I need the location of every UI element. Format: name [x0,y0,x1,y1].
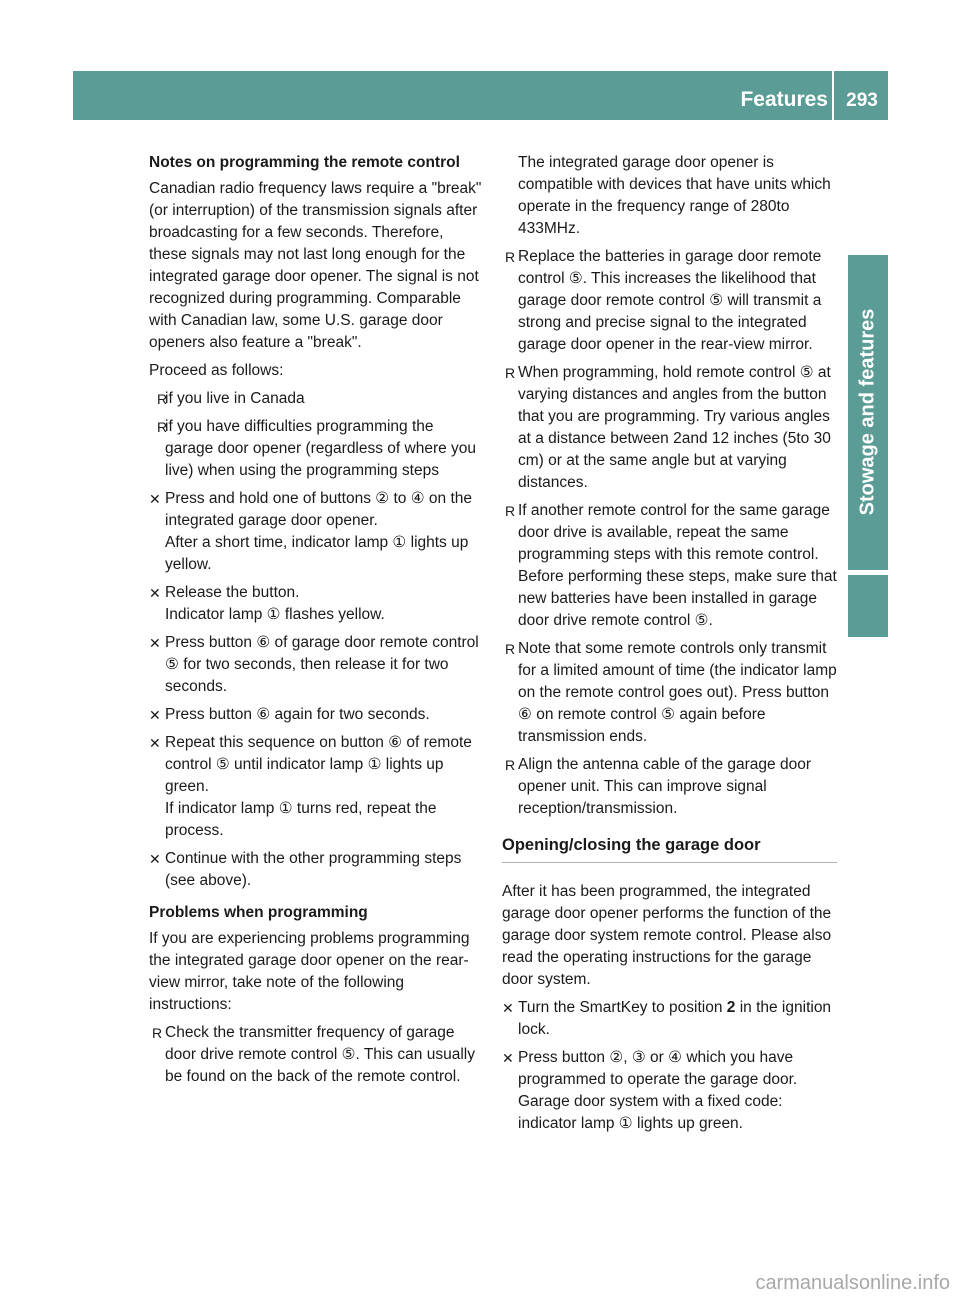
step-item [149,582,484,626]
left-column [149,152,484,1094]
step-arrow-icon: ✕ [149,735,161,751]
side-tab-label: Stowage and features [856,308,879,516]
step-result: Garage door system with a fixed code: indicator lamp ① lights up green. [518,1093,783,1132]
step-result: Indicator lamp ① flashes yellow. [165,606,385,623]
step-result: After a short time, indicator lamp ① lights up yellow. [165,534,469,573]
tip-text: If another remote control for the same garage door drive is available, repeat the same programming steps with this remote control. Before performing these steps, make sure that new batteries have been installed in garage door drive remote control ⑤. [518,502,837,629]
bullet-marker: R [505,757,516,773]
tip-text: Align the antenna cable of the garage door opener unit. This can improve signal reception/transmission. [518,756,812,817]
step-item [149,848,484,892]
step-arrow-icon: ✕ [149,707,161,723]
header-divider [832,71,834,120]
step-position-value: 2 [726,999,736,1016]
watermark: carmanualsonline.info [755,1272,950,1294]
tip-text: When programming, hold remote control ⑤ at varying distances and angles from the button that you are programming. Try various angles at a distance between 2and 12 inches (5to 30 cm) or at the same angle but at varying distances. [518,364,831,491]
tip-item [502,754,837,820]
step-text: Continue with the other programming steps (see above). [165,850,462,889]
step-arrow-icon: ✕ [149,585,161,601]
tip-item [502,638,837,748]
problems-heading: Problems when programming [149,904,368,921]
bullet-marker: R [505,365,516,381]
tip-continuation: The integrated garage door opener is compatible with devices that have units which operate in the frequency range of 280to 433MHz. [518,154,831,237]
step-item [502,1047,837,1135]
step-arrow-icon: ✕ [502,1050,514,1066]
section-title: Features [740,88,828,111]
page-number: 293 [846,90,878,111]
problems-paragraph: If you are experiencing problems programming the integrated garage door opener on the rear-view mirror, take note of the following instructions: [149,930,470,1013]
condition-text: if you have difficulties programming the garage door opener (regardless of where you live) when using the programming steps [165,418,477,479]
step-item [149,632,484,698]
tip-item [502,246,837,356]
bullet-marker: R [157,391,168,407]
condition-item [149,416,484,482]
bullet-marker: R [157,419,168,435]
side-tab-marker [848,575,888,637]
tip-text: Replace the batteries in garage door remote control ⑤. This increases the likelihood that garage door remote control ⑤ will transmit a strong and precise signal to the integrated garage door opener in the rear-view mirror. [518,248,822,353]
step-arrow-icon: ✕ [149,851,161,867]
section-paragraph: After it has been programmed, the integrated garage door opener performs the function of the garage door system remote control. Please also read the operating instructions for the garage door system. [502,883,832,988]
condition-text: if you live in Canada [165,390,305,407]
step-item [149,704,484,726]
step-text-post: in the ignition lock. [518,999,832,1038]
step-text: Press button ⑥ again for two seconds. [165,706,430,723]
step-arrow-icon: ✕ [502,1000,514,1016]
notes-heading: Notes on programming the remote control [149,154,460,171]
step-item [502,997,837,1041]
step-arrow-icon: ✕ [149,491,161,507]
tip-text: Note that some remote controls only transmit for a limited amount of time (the indicator lamp on the remote control goes out). Press button ⑥ on remote control ⑤ again before transmission ends. [518,640,837,745]
step-text: Press and hold one of buttons ② to ④ on the integrated garage door opener. [165,490,472,529]
step-text: Release the button. [165,584,300,601]
step-item [149,488,484,576]
bullet-marker: R [505,503,516,519]
right-column [502,152,837,1141]
tip-item [502,362,837,494]
tip-text: Check the transmitter frequency of garage door drive remote control ⑤. This can usually be found on the back of the remote control. [165,1024,475,1085]
step-text-pre: Turn the SmartKey to position [518,999,727,1016]
step-text: Press button ②, ③ or ④ which you have programmed to operate the garage door. [518,1049,798,1088]
tip-item [149,1022,484,1088]
step-result: If indicator lamp ① turns red, repeat the process. [165,800,437,839]
bullet-marker: R [152,1025,163,1041]
section-heading: Opening/closing the garage door [502,834,837,863]
step-text: Repeat this sequence on button ⑥ of remote control ⑤ until indicator lamp ① lights up green. [165,734,472,795]
step-item [149,732,484,842]
condition-item [149,388,484,410]
notes-paragraph: Canadian radio frequency laws require a "break" (or interruption) of the transmission signals after broadcasting for a few seconds. Therefore, these signals may not last long enough for the integrated garage door opener. The signal is not recognized during programming. Comparable with Canadian law, some U.S. garage door openers also feature a "break". [149,180,482,351]
proceed-text: Proceed as follows: [149,362,284,379]
tip-item [502,500,837,632]
bullet-marker: R [505,641,516,657]
step-text: Press button ⑥ of garage door remote control ⑤ for two seconds, then release it for two seconds. [165,634,479,695]
step-arrow-icon: ✕ [149,635,161,651]
bullet-marker: R [505,249,516,265]
